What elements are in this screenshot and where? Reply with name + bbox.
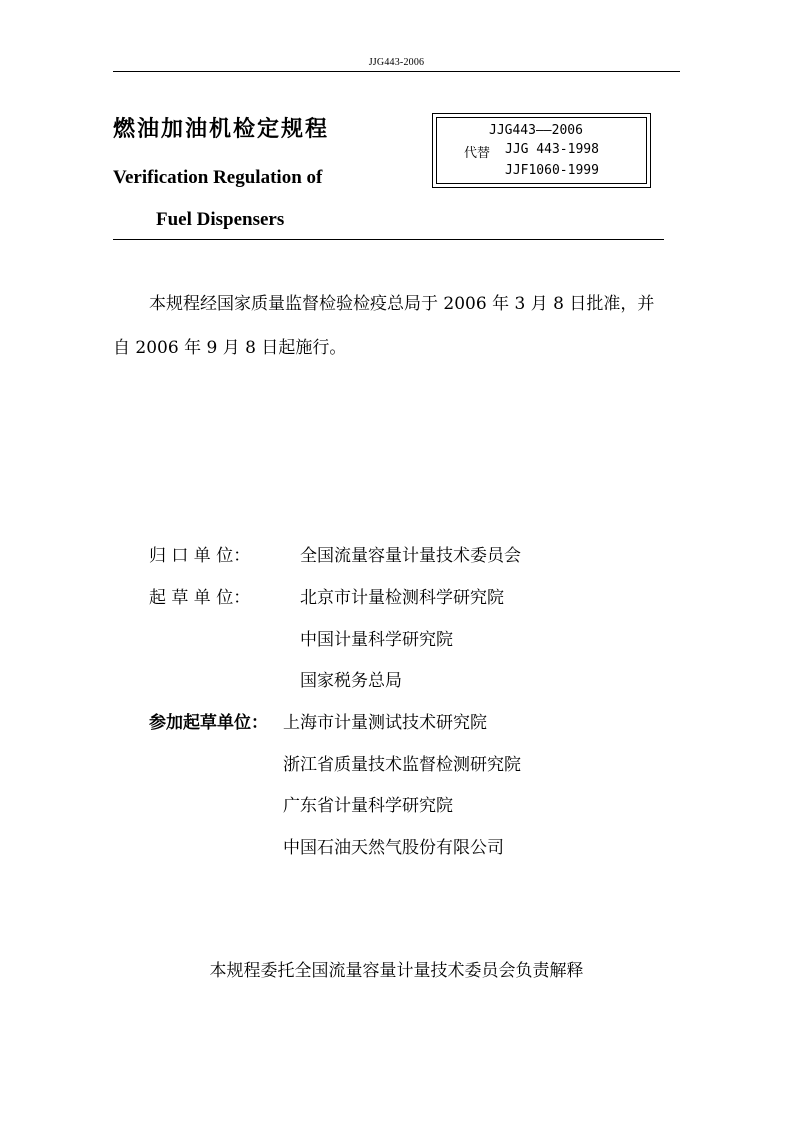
interpretation-note: 本规程委托全国流量容量计量技术委员会负责解释 xyxy=(209,961,584,981)
participating-unit-4: 中国石油天然气股份有限公司 xyxy=(283,838,504,858)
document-title-english-line2: Fuel Dispensers xyxy=(156,209,285,230)
participating-unit-label: 参加起草单位： xyxy=(149,713,268,733)
replaces-label: 代替 xyxy=(464,146,491,161)
regulation-code-box xyxy=(432,113,651,188)
document-title-chinese: 燃油加油机检定规程 xyxy=(113,117,330,142)
drafting-unit-2: 中国计量科学研究院 xyxy=(300,630,453,650)
approval-statement-line1: 本规程经国家质量监督检验检疫总局于 2006 年 3 月 8 日批准，并 xyxy=(149,294,655,314)
responsible-unit-label: 归 口 单 位： xyxy=(149,546,251,566)
title-rule xyxy=(113,239,664,240)
running-header: JJG443-2006 xyxy=(368,57,425,68)
participating-unit-3: 广东省计量科学研究院 xyxy=(283,796,453,816)
responsible-unit: 全国流量容量计量技术委员会 xyxy=(300,546,521,566)
replaced-code-2: JJF1060-1999 xyxy=(505,163,599,178)
replaced-code-1: JJG 443-1998 xyxy=(505,142,599,157)
document-title-english-line1: Verification Regulation of xyxy=(113,167,323,188)
participating-unit-1: 上海市计量测试技术研究院 xyxy=(283,713,487,733)
drafting-unit-label: 起 草 单 位： xyxy=(149,588,251,608)
participating-unit-2: 浙江省质量技术监督检测研究院 xyxy=(283,755,521,775)
header-rule xyxy=(113,71,680,72)
approval-statement-line2: 自 2006 年 9 月 8 日起施行。 xyxy=(113,338,347,358)
code-box-inner-border xyxy=(436,117,647,184)
regulation-code: JJG443——2006 xyxy=(489,123,583,138)
drafting-unit-3: 国家税务总局 xyxy=(300,671,402,691)
drafting-unit-1: 北京市计量检测科学研究院 xyxy=(300,588,504,608)
